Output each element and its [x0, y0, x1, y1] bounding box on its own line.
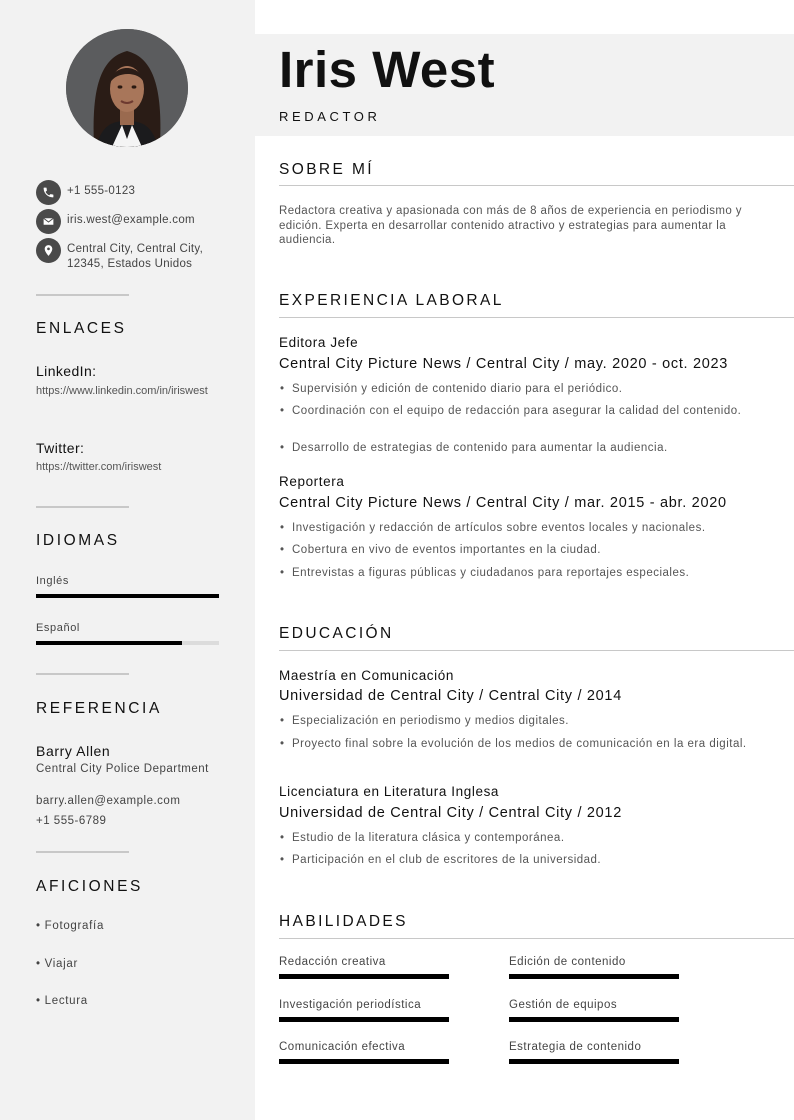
language-name: Español [36, 622, 80, 634]
about-heading: SOBRE MÍ [279, 161, 374, 178]
sidebar [0, 0, 255, 1120]
bullet-text: Coordinación con el equipo de redacción para asegurar la calidad del contenido. [292, 405, 742, 417]
email-icon [36, 209, 61, 234]
section-rule [279, 317, 794, 318]
job-bullet: • Entrevistas a figuras públicas y ciudadanos para reportajes especiales. [280, 567, 690, 579]
bullet-text: Supervisión y edición de contenido diario para el periódico. [292, 383, 623, 395]
twitter-label: Twitter: [36, 440, 85, 456]
education-bullet: • Estudio de la literatura clásica y contemporánea. [280, 832, 565, 844]
experience-heading: EXPERIENCIA LABORAL [279, 292, 504, 309]
bullet-text: Entrevistas a figuras públicas y ciudadanos para reportajes especiales. [292, 567, 690, 579]
job-bullet: • Desarrollo de estrategias de contenido para aumentar la audiencia. [280, 442, 668, 454]
contact-phone [36, 180, 227, 205]
linkedin-link[interactable]: https://www.linkedin.com/in/iriswest [36, 385, 208, 397]
skill-level-bar [279, 974, 449, 979]
language-level-bar [36, 641, 219, 645]
job-org: Central City Picture News / Central City / may. 2020 - oct. 2023 [279, 356, 729, 372]
job-bullet: • Cobertura en vivo de eventos importantes en la ciudad. [280, 544, 601, 556]
education-org: Universidad de Central City / Central City / 2014 [279, 688, 622, 704]
language-level-fill [36, 594, 219, 598]
section-rule [279, 938, 794, 939]
job-role: Editora Jefe [279, 335, 359, 350]
skill-name: Gestión de equipos [509, 999, 618, 1011]
education-bullet: • Especialización en periodismo y medios digitales. [280, 715, 569, 727]
skill-level-bar [509, 974, 679, 979]
job-bullet: • Coordinación con el equipo de redacción para asegurar la calidad del contenido. [280, 405, 742, 417]
job-bullet: • Supervisión y edición de contenido diario para el periódico. [280, 383, 623, 395]
contact-address [36, 238, 227, 272]
twitter-link[interactable]: https://twitter.com/iriswest [36, 461, 162, 473]
links-heading: ENLACES [36, 320, 127, 337]
email-text[interactable]: iris.west@example.com [67, 214, 195, 226]
skill-level-bar [279, 1059, 449, 1064]
education-org: Universidad de Central City / Central City / 2012 [279, 805, 622, 821]
divider [36, 294, 129, 296]
skill-name: Investigación periodística [279, 999, 422, 1011]
skill-level-bar [509, 1017, 679, 1022]
section-rule [279, 650, 794, 651]
bullet-text: Cobertura en vivo de eventos importantes en la ciudad. [292, 544, 601, 556]
skill-level-bar [509, 1059, 679, 1064]
phone-icon [36, 180, 61, 205]
language-level-bar [36, 594, 219, 598]
main-content [255, 0, 794, 1120]
reference-company: Central City Police Department [36, 763, 209, 775]
address-text: Central City, Central City, 12345, Estados Unidos [67, 243, 204, 270]
bullet-text: Especialización en periodismo y medios digitales. [292, 715, 569, 727]
job-role: Reportera [279, 474, 345, 489]
education-degree: Maestría en Comunicación [279, 668, 454, 683]
divider [36, 506, 129, 508]
job-title: REDACTOR [279, 109, 381, 124]
bullet-text: Participación en el club de escritores de la universidad. [292, 854, 602, 866]
reference-phone: +1 555-6789 [36, 815, 107, 827]
skill-name: Edición de contenido [509, 956, 626, 968]
divider [36, 851, 129, 853]
language-name: Inglés [36, 575, 69, 587]
hobby-label: Lectura [44, 995, 88, 1007]
education-degree: Licenciatura en Literatura Inglesa [279, 784, 500, 799]
bullet-text: Proyecto final sobre la evolución de los medios de comunicación en la era digital. [292, 738, 747, 750]
skill-name: Comunicación efectiva [279, 1041, 406, 1053]
bullet-text: Investigación y redacción de artículos sobre eventos locales y nacionales. [292, 522, 706, 534]
education-bullet: • Participación en el club de escritores de la universidad. [280, 854, 602, 866]
hobby-label: Fotografía [44, 920, 105, 932]
hobby-item: • Lectura [36, 995, 88, 1007]
education-bullet: • Proyecto final sobre la evolución de los medios de comunicación en la era digital. [280, 738, 747, 750]
avatar [66, 29, 188, 147]
bullet-text: Desarrollo de estrategias de contenido para aumentar la audiencia. [292, 442, 668, 454]
education-heading: EDUCACIÓN [279, 625, 394, 642]
reference-heading: REFERENCIA [36, 700, 162, 717]
languages-heading: IDIOMAS [36, 532, 120, 549]
bullet-text: Estudio de la literatura clásica y contemporánea. [292, 832, 565, 844]
hobby-item: • Fotografía [36, 920, 105, 932]
hobbies-heading: AFICIONES [36, 878, 143, 895]
reference-email[interactable]: barry.allen@example.com [36, 795, 181, 807]
job-org: Central City Picture News / Central City / mar. 2015 - abr. 2020 [279, 495, 727, 511]
skill-name: Redacción creativa [279, 956, 386, 968]
skill-name: Estrategia de contenido [509, 1041, 642, 1053]
about-text: Redactora creativa y apasionada con más de 8 años de experiencia en periodismo y edición. Experta en desarrollar contenido atractivo y estrategias para aumentar la audiencia. [279, 205, 742, 246]
skills-heading: HABILIDADES [279, 913, 408, 930]
phone-text: +1 555-0123 [67, 185, 136, 197]
section-rule [279, 185, 794, 186]
hobby-item: • Viajar [36, 958, 79, 970]
job-bullet: • Investigación y redacción de artículos sobre eventos locales y nacionales. [280, 522, 706, 534]
contact-email [36, 209, 227, 234]
hobby-label: Viajar [44, 958, 79, 970]
candidate-name: Iris West [279, 41, 496, 98]
divider [36, 673, 129, 675]
linkedin-label: LinkedIn: [36, 363, 97, 379]
skill-level-bar [279, 1017, 449, 1022]
language-level-fill [36, 641, 182, 645]
reference-name: Barry Allen [36, 743, 111, 759]
location-pin-icon [36, 238, 61, 263]
